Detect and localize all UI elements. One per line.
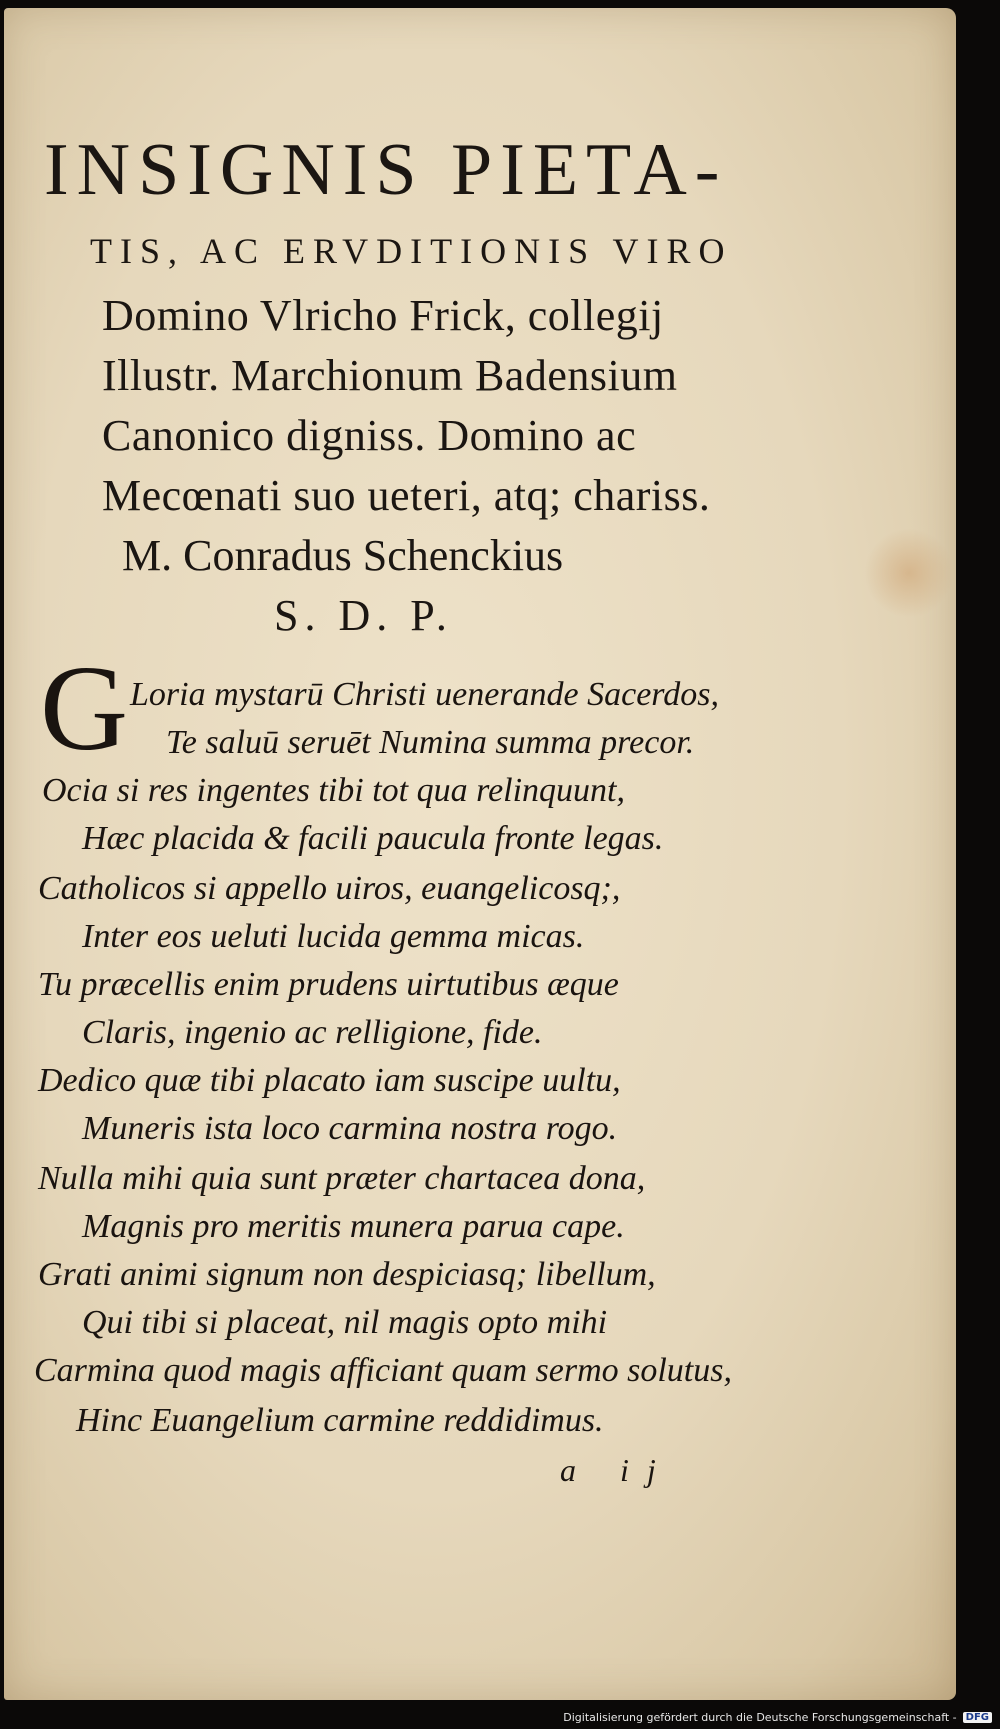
heading-line-1: INSIGNIS PIETA- xyxy=(44,129,728,211)
poem-line: Dedico quæ tibi placato iam suscipe uultu, xyxy=(38,1062,621,1099)
poem-line: Carmina quod magis afficiant quam sermo solutus, xyxy=(34,1352,732,1389)
poem-line: Te saluū seruēt Numina summa precor. xyxy=(166,724,695,761)
poem-line: Inter eos ueluti lucida gemma micas. xyxy=(82,918,585,955)
heading-line-3: Domino Vlricho Frick, collegij xyxy=(102,291,664,340)
poem-line: Nulla mihi quia sunt præter chartacea dona, xyxy=(38,1160,646,1197)
poem-line: Hæc placida & facili paucula fronte legas. xyxy=(82,820,664,857)
heading-line-8: S. D. P. xyxy=(274,591,453,640)
paper-stain xyxy=(864,528,954,618)
digitization-footer xyxy=(0,1705,1000,1729)
poem-line: Grati animi signum non despiciasq; libellum, xyxy=(38,1256,656,1293)
heading-line-6: Mecœnati suo ueteri, atq; chariss. xyxy=(102,471,711,520)
drop-cap-initial: G xyxy=(40,641,129,776)
footer-credit-text: Digitalisierung gefördert durch die Deutsche Forschungsgemeinschaft - xyxy=(563,1710,957,1724)
poem-line: Claris, ingenio ac relligione, fide. xyxy=(82,1014,543,1051)
heading-line-7: M. Conradus Schenckius xyxy=(122,531,564,580)
poem-line: Ocia si res ingentes tibi tot qua relinquunt, xyxy=(42,772,625,809)
poem-line: Muneris ista loco carmina nostra rogo. xyxy=(82,1110,618,1147)
heading-line-5: Canonico digniss. Domino ac xyxy=(102,411,637,460)
poem-line: Tu præcellis enim prudens uirtutibus æque xyxy=(38,966,619,1003)
dfg-logo-icon: DFG xyxy=(963,1712,992,1723)
poem-line: Catholicos si appello uiros, euangelicosq;, xyxy=(38,870,621,907)
book-page xyxy=(4,8,956,1700)
signature-mark: a ij xyxy=(560,1452,674,1488)
poem-line: Magnis pro meritis munera parua cape. xyxy=(82,1208,625,1245)
poem-line: Hinc Euangelium carmine reddidimus. xyxy=(76,1402,604,1439)
poem-line: Loria mystarū Christi uenerande Sacerdos, xyxy=(130,676,720,713)
heading-line-4: Illustr. Marchionum Badensium xyxy=(102,351,678,400)
heading-line-2: TIS, AC ERVDITIONIS VIRO xyxy=(90,231,733,271)
poem-line: Qui tibi si placeat, nil magis opto mihi xyxy=(82,1304,608,1341)
